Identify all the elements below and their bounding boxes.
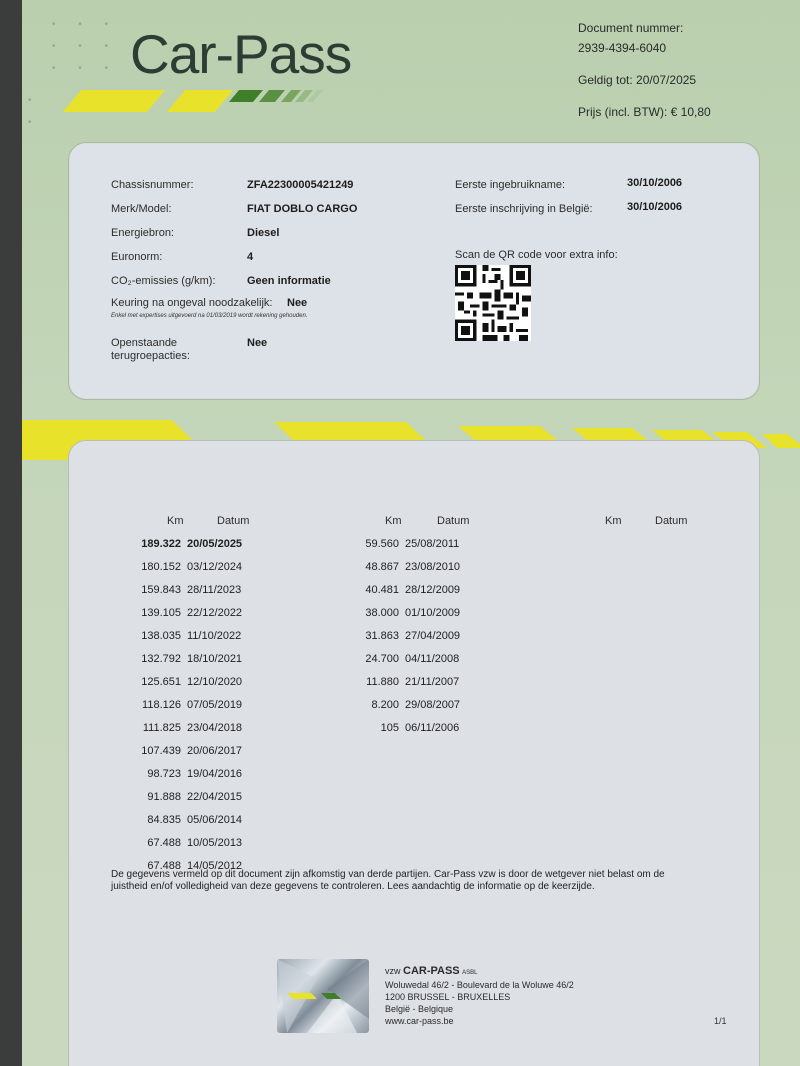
mileage-row [123,676,242,688]
mileage-row [341,722,459,734]
mileage-date: 01/10/2009 [405,607,461,619]
mileage-date: 14/05/2012 [187,860,243,872]
mileage-date: 29/08/2007 [405,699,461,711]
address-line-1: Woluwedal 46/2 - Boulevard de la Woluwe 46/2 [385,980,574,990]
logo-stripe [63,90,165,112]
euronorm-label: Euronorm: [111,251,163,263]
mileage-row [341,607,460,619]
doc-number: 2939-4394-6040 [578,41,667,55]
first-use-label: Eerste ingebruikname: [455,179,566,191]
recall-label-2: terugroepacties: [111,350,190,362]
mileage-km: 59.560 [365,538,399,550]
address-line-2: 1200 BRUSSEL - BRUXELLES [385,992,511,1002]
chassis-label: Chassisnummer: [111,179,194,191]
website-link[interactable]: www.car-pass.be [385,1016,454,1026]
make-label: Merk/Model: [111,203,172,215]
mileage-date: 28/11/2023 [187,584,242,596]
mileage-row [341,630,460,642]
inspection-value: Nee [287,297,308,309]
mileage-row [123,768,242,780]
mileage-date: 22/04/2015 [187,791,243,803]
mileage-date: 28/12/2009 [405,584,461,596]
organisation-address [385,965,574,1027]
logo-stripe [229,90,263,102]
valid-until: Geldig tot: 20/07/2025 [578,73,697,87]
mileage-km: 84.835 [147,814,181,826]
address-line-3: België - Belgique [385,1004,454,1014]
mileage-date: 20/05/2025 [187,538,243,550]
recall-label-1: Openstaande [111,337,178,349]
mileage-km: 111.825 [142,722,181,734]
mileage-date: 12/10/2020 [187,676,243,688]
mileage-date: 07/05/2019 [187,699,243,711]
mileage-date: 21/11/2007 [405,676,460,688]
mileage-km: 24.700 [365,653,399,665]
energy-value: Diesel [247,227,280,239]
make-value: FIAT DOBLO CARGO [247,203,358,215]
mileage-row [123,722,242,734]
document-info [578,18,711,122]
mileage-date: 18/10/2021 [187,653,243,665]
mileage-row [123,538,242,550]
mileage-km: 138.035 [141,630,181,642]
first-use-value: 30/10/2006 [627,177,683,189]
mileage-date: 10/05/2013 [187,837,243,849]
mileage-row [341,538,459,550]
mileage-km: 40.481 [365,584,399,596]
mileage-km: 38.000 [365,607,399,619]
decorative-dots: • • [28,95,42,128]
org-prefix: vzw [385,966,401,976]
logo-stripe [167,90,233,112]
energy-label: Energiebron: [111,227,174,239]
col2-km-header: Km [385,515,402,527]
car-pass-logo: Car-Pass [130,23,352,85]
mileage-date: 06/11/2006 [405,722,460,734]
hologram-seal [277,959,369,1033]
mileage-date: 04/11/2008 [405,653,460,665]
mileage-row [341,653,459,665]
mileage-date: 19/04/2016 [187,768,243,780]
mileage-km: 107.439 [141,745,181,757]
qr-code-icon[interactable] [455,265,531,341]
mileage-row [123,745,242,757]
mileage-date: 05/06/2014 [187,814,243,826]
first-reg-label: Eerste inschrijving in België: [455,203,593,215]
mileage-km: 31.863 [365,630,399,642]
doc-number-label: Document nummer: [578,21,684,35]
mileage-date: 25/08/2011 [405,538,460,550]
mileage-km: 139.105 [141,607,181,619]
mileage-row [123,584,241,596]
first-reg-value: 30/10/2006 [627,201,683,213]
mileage-row [123,561,242,573]
mileage-km: 8.200 [371,699,399,711]
mileage-row [341,676,459,688]
mileage-km: 11.880 [366,676,399,688]
mileage-row [123,699,242,711]
inspection-note: Enkel met expertises uitgevoerd na 01/03/2019 wordt rekening gehouden. [111,313,308,319]
mileage-row [123,814,242,826]
band-stripe [762,434,800,448]
disclaimer-text: De gegevens vermeld op dit document zijn afkomstig van derde partijen. Car-Pass vzw is door de wetgever niet belast om de juistheid en/of volledigheid van deze gegevens te controleren. Lees aandachtig de informatie op de keerzijde. [111,869,665,892]
mileage-date: 03/12/2024 [187,561,243,573]
mileage-km: 180.152 [141,561,181,573]
euronorm-value: 4 [247,251,254,263]
org-suffix: ASBL [462,970,478,976]
qr-label: Scan de QR code voor extra info: [455,249,618,261]
col3-date-header: Datum [655,515,688,527]
col1-date-header: Datum [217,515,250,527]
col2-date-header: Datum [437,515,470,527]
mileage-km: 105 [380,722,399,734]
page-number: 1/1 [714,1016,727,1026]
mileage-km: 118.126 [142,699,181,711]
co2-value: Geen informatie [247,275,331,287]
mileage-row [123,607,242,619]
mileage-date: 23/08/2010 [405,561,461,573]
mileage-history-box [68,440,760,1066]
mileage-date: 11/10/2022 [187,630,242,642]
recall-value: Nee [247,337,268,349]
mileage-date: 20/06/2017 [187,745,243,757]
mileage-km: 67.488 [147,860,181,872]
mileage-date: 27/04/2009 [405,630,461,642]
price: Prijs (incl. BTW): € 10,80 [578,105,711,119]
mileage-km: 48.867 [365,561,399,573]
mileage-row [123,791,242,803]
col1-km-header: Km [167,515,184,527]
decorative-dots: • • • • • • • • • [52,19,119,74]
chassis-value: ZFA22300005421249 [247,179,354,191]
mileage-row [123,630,241,642]
org-name: CAR-PASS [403,965,460,977]
mileage-row [123,837,242,849]
mileage-km: 67.488 [147,837,181,849]
vehicle-info-box [68,142,760,400]
mileage-km: 189.322 [141,538,181,550]
mileage-km: 91.888 [147,791,181,803]
mileage-km: 132.792 [141,653,181,665]
mileage-row [341,584,460,596]
mileage-row [341,699,460,711]
mileage-km: 159.843 [141,584,181,596]
co2-label: CO₂-emissies (g/km): [111,275,216,287]
mileage-km: 125.651 [141,676,181,688]
mileage-date: 22/12/2022 [187,607,243,619]
mileage-date: 23/04/2018 [187,722,243,734]
inspection-label: Keuring na ongeval noodzakelijk: [111,297,273,309]
mileage-row [341,561,460,573]
mileage-row [123,653,242,665]
car-pass-document [22,0,800,1066]
mileage-km: 98.723 [147,768,181,780]
col3-km-header: Km [605,515,622,527]
